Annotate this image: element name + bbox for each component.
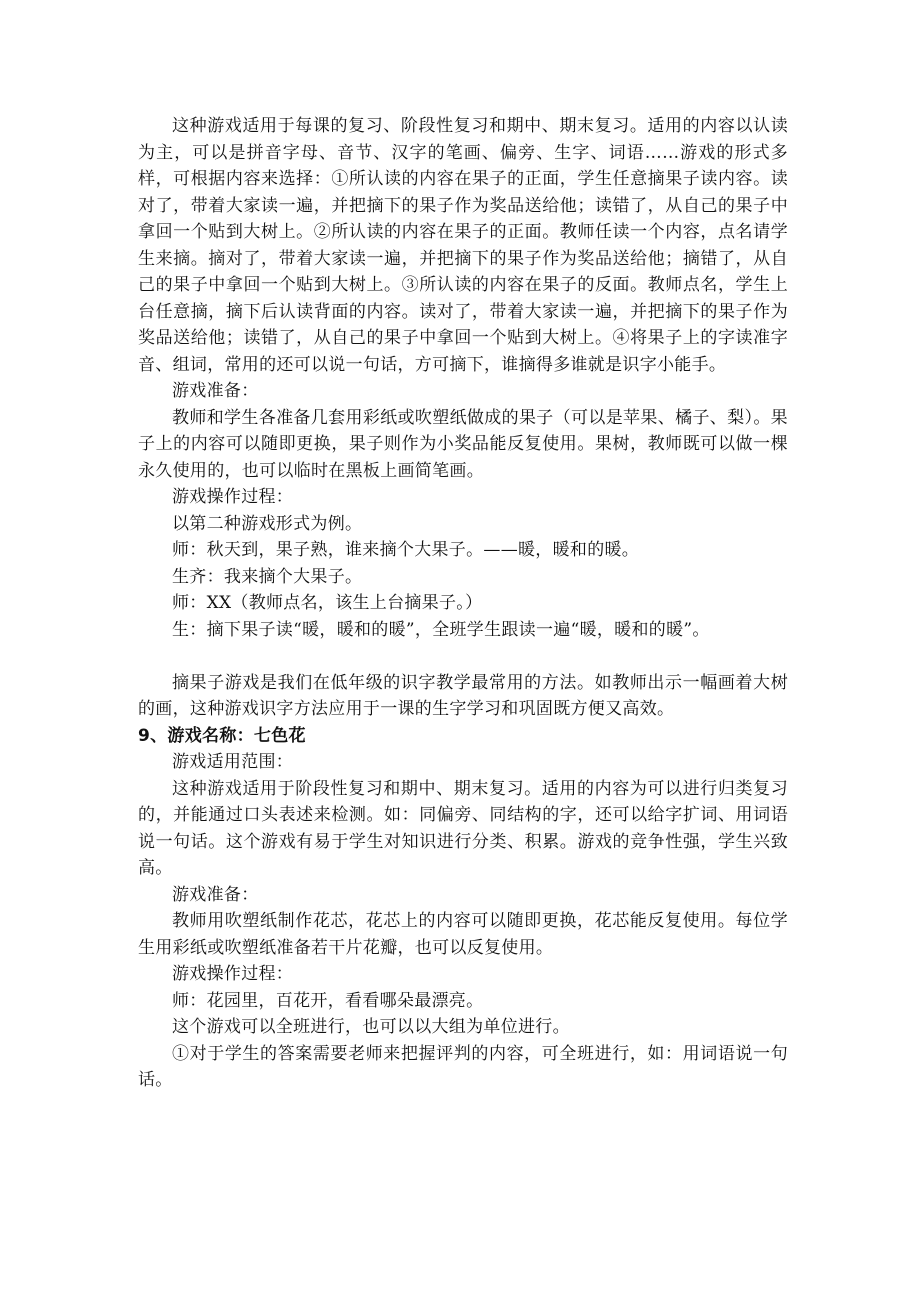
paragraph-game-description: 这种游戏适用于每课的复习、阶段性复习和期中、期末复习。适用的内容以认读为主，可以是拼音字母、音节、汉字的笔画、偏旁、生字、词语……游戏的形式多样，可根据内容来选择：①所认读的内容在果子的正面，学生任意摘果子读内容。读对了，带着大家读一遍，并把摘下的果子作为奖品送给他；读错了，从自己的果子中拿回一个贴到大树上。②所认读的内容在果子的正面。教师任读一个内容，点名请学生来摘。摘对了，带着大家读一遍，并把摘下的果子作为奖品送给他；摘错了，从自己的果子中拿回一个贴到大树上。③所认读的内容在果子的反面。教师点名，学生上台任意摘，摘下后认读背面的内容。读对了，带着大家读一遍，并把摘下的果子作为奖品送给他；读错了，从自己的果子中拿回一个贴到大树上。④将果子上的字读准字音、组词，常用的还可以说一句话，方可摘下，谁摘得多谁就是识字小能手。: [138, 116, 788, 375]
document-page: [138, 113, 788, 1094]
procedure-line: ①对于学生的答案需要老师来把握评判的内容，可全班进行，如：用词语说一句话。: [138, 1043, 788, 1090]
blank-line: [138, 643, 788, 670]
dialogue-line: 师：秋天到，果子熟，谁来摘个大果子。——暖，暖和的暖。: [172, 540, 640, 560]
procedure-line: 以第二种游戏形式为例。: [172, 513, 363, 534]
dialogue-line: 师：XX（教师点名，该生上台摘果子。）: [172, 593, 483, 613]
label-game-procedure: 游戏操作过程：: [172, 964, 294, 984]
label-game-preparation: 游戏准备：: [172, 884, 259, 905]
paragraph-preparation: 教师和学生各准备几套用彩纸或吹塑纸做成的果子（可以是苹果、橘子、梨）。果子上的内容可以随即更换，果子则作为小奖品能反复使用。果树，教师既可以做一棵永久使用的，也可以临时在黑板上画简笔画。: [138, 407, 788, 481]
paragraph-scope: 这种游戏适用于阶段性复习和期中、期末复习。适用的内容为可以进行归类复习的，并能通过口头表述来检测。如：同偏旁、同结构的字，还可以给字扩词、用词语说一句话。这个游戏有易于学生对知识进行分类、积累。游戏的竞争性强，学生兴致高。: [138, 778, 788, 878]
dialogue-line: 师：花园里，百花开，看看哪朵最漂亮。: [172, 990, 484, 1011]
procedure-line: 这个游戏可以全班进行，也可以以大组为单位进行。: [172, 1017, 570, 1037]
paragraph-summary: 摘果子游戏是我们在低年级的识字教学最常用的方法。如教师出示一幅画着大树的画，这种游戏识字方法应用于一课的生字学习和巩固既方便又高效。: [138, 672, 788, 719]
paragraph-preparation: 教师用吹塑纸制作花芯，花芯上的内容可以随即更换，花芯能反复使用。每位学生用彩纸或吹塑纸准备若干片花瓣，也可以反复使用。: [138, 911, 788, 958]
label-game-scope: 游戏适用范围：: [172, 752, 294, 772]
dialogue-line: 生：摘下果子读“暖，暖和的暖”，全班学生跟读一遍“暖，暖和的暖”。: [172, 619, 710, 640]
dialogue-line: 生齐：我来摘个大果子。: [172, 566, 363, 587]
label-game-preparation: 游戏准备：: [172, 381, 259, 401]
section-heading: 9、游戏名称：七色花: [138, 725, 306, 746]
label-game-procedure: 游戏操作过程：: [172, 487, 294, 507]
